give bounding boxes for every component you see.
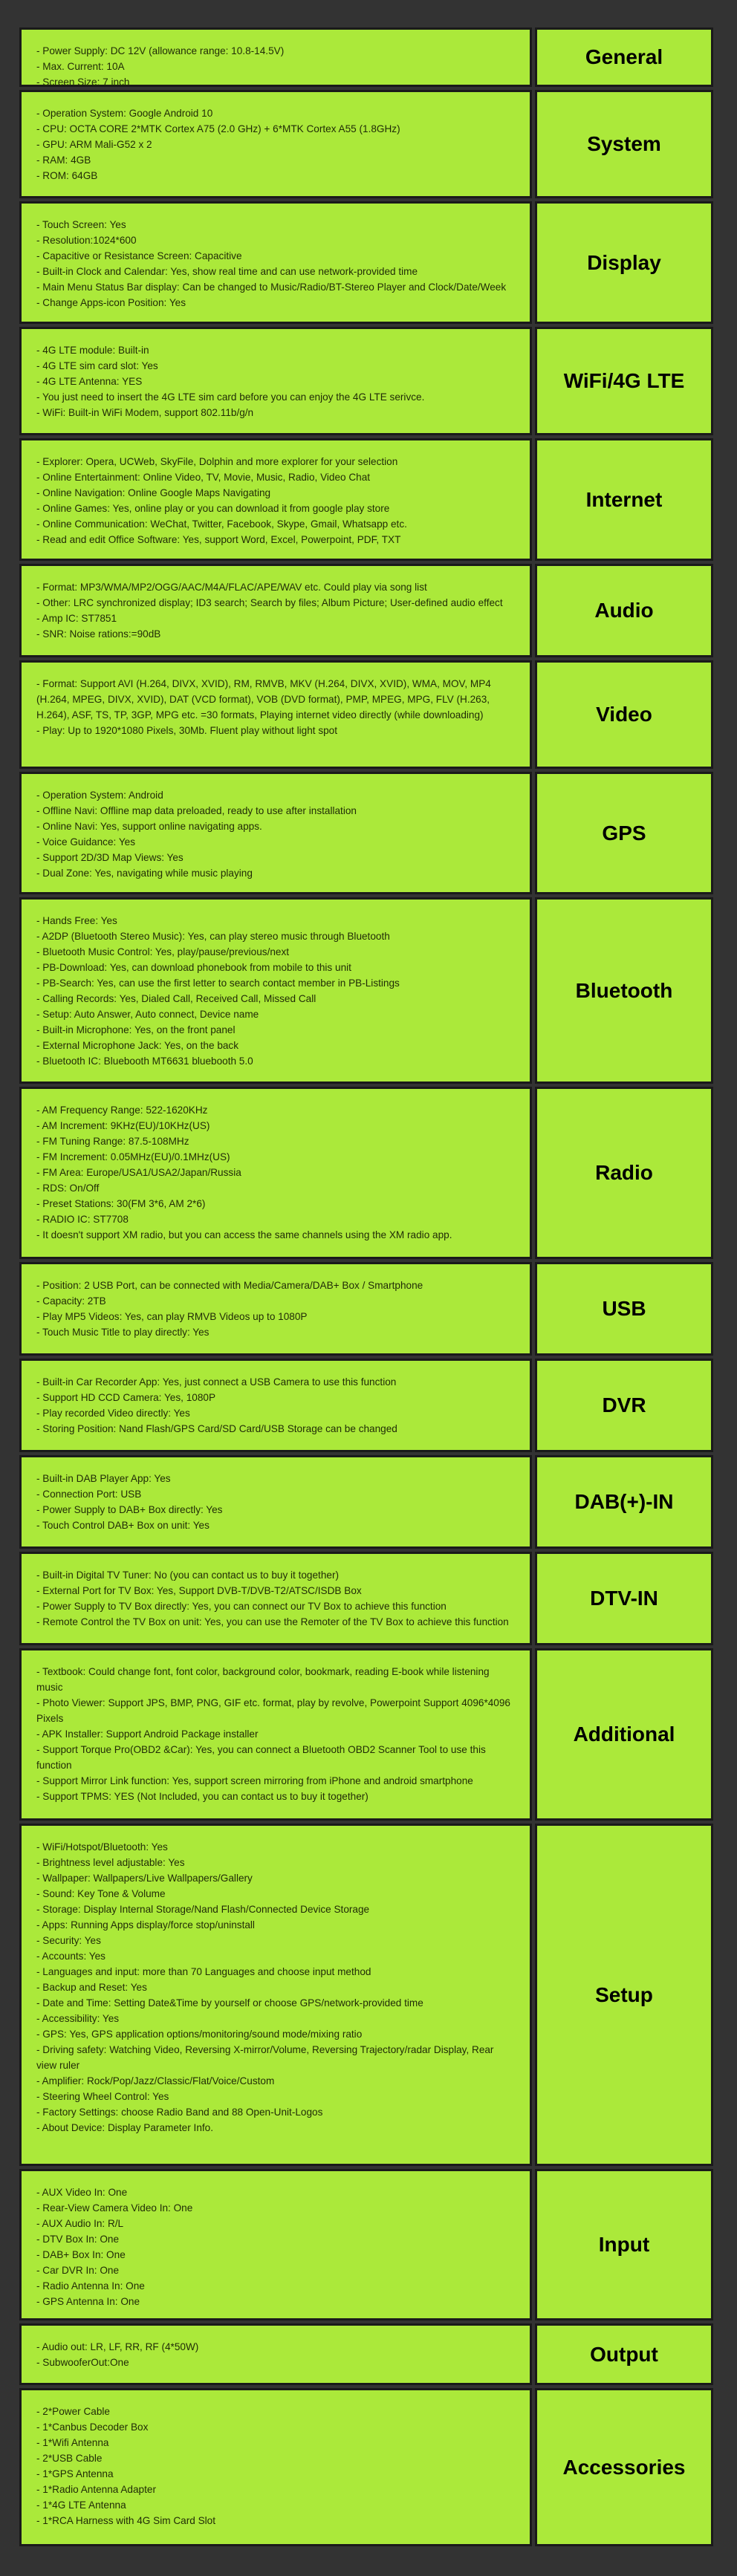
spec-row: [19, 1648, 713, 1821]
spec-line: - External Microphone Jack: Yes, on the back: [36, 1040, 239, 1051]
spec-line: - Sound: Key Tone & Volume: [36, 1888, 166, 1899]
spec-line: - Change Apps-icon Position: Yes: [36, 297, 186, 308]
spec-line: - Brightness level adjustable: Yes: [36, 1857, 185, 1868]
spec-details: [19, 897, 532, 1084]
spec-row: [19, 90, 713, 198]
spec-row: [19, 1824, 713, 2166]
spec-line: - 1*Canbus Decoder Box: [36, 2421, 149, 2433]
spec-line: - FM Tuning Range: 87.5-108MHz: [36, 1136, 189, 1147]
spec-line: - FM Increment: 0.05MHz(EU)/0.1MHz(US): [36, 1151, 230, 1162]
spec-line: - A2DP (Bluetooth Stereo Music): Yes, can play stereo music through Bluetooth: [36, 931, 390, 942]
spec-line: - Max. Current: 10A: [36, 61, 125, 72]
spec-line: - Apps: Running Apps display/force stop/uninstall: [36, 1919, 255, 1931]
spec-line: - Play recorded Video directly: Yes: [36, 1408, 190, 1419]
spec-line: - APK Installer: Support Android Package installer: [36, 1728, 259, 1740]
spec-line: - Calling Records: Yes, Dialed Call, Received Call, Missed Call: [36, 993, 316, 1004]
spec-row: [19, 660, 713, 769]
spec-details: [19, 660, 532, 769]
spec-line: - Screen Size: 7 inch: [36, 77, 130, 88]
spec-line: - Accounts: Yes: [36, 1951, 105, 1962]
spec-details: [19, 772, 532, 894]
spec-title: WiFi/4G LTE: [535, 327, 713, 435]
spec-row: [19, 1359, 713, 1452]
spec-title: System: [535, 90, 713, 198]
spec-line: - Remote Control the TV Box on unit: Yes, you can use the Remoter of the TV Box to achieve this function: [36, 1616, 509, 1627]
spec-line: - 1*Wifi Antenna: [36, 2437, 109, 2448]
spec-line: - Offline Navi: Offline map data preloaded, ready to use after installation: [36, 805, 357, 816]
spec-line: - Car DVR In: One: [36, 2265, 120, 2276]
spec-line: - Built-in Digital TV Tuner: No (you can contact us to buy it together): [36, 1570, 339, 1581]
spec-line: - Capacitive or Resistance Screen: Capacitive: [36, 250, 242, 261]
spec-line: - Power Supply: DC 12V (allowance range: 10.8-14.5V): [36, 45, 285, 56]
spec-row: [19, 2323, 713, 2385]
spec-line: - 4G LTE sim card slot: Yes: [36, 360, 158, 371]
spec-line: - Security: Yes: [36, 1935, 101, 1946]
spec-line: - Main Menu Status Bar display: Can be changed to Music/Radio/BT-Stereo Player and Clock/Date/Week: [36, 282, 507, 293]
spec-details: [19, 1824, 532, 2166]
spec-line: - Support Torque Pro(OBD2 &Car): Yes, you can connect a Bluetooth OBD2 Scanner Tool to use this function: [36, 1744, 489, 1771]
spec-line: - Built-in Clock and Calendar: Yes, show real time and can use network-provided time: [36, 266, 418, 277]
spec-line: - Bluetooth IC: Bluebooth MT6631 bluebooth 5.0: [36, 1056, 253, 1067]
spec-line: - GPU: ARM Mali-G52 x 2: [36, 139, 152, 150]
spec-line: - RAM: 4GB: [36, 155, 91, 166]
spec-line: - You just need to insert the 4G LTE sim card before you can enjoy the 4G LTE serivce.: [36, 391, 425, 403]
spec-line: - Capacity: 2TB: [36, 1295, 106, 1307]
spec-title: Display: [535, 201, 713, 324]
spec-title: Audio: [535, 564, 713, 657]
spec-line: - WiFi/Hotspot/Bluetooth: Yes: [36, 1841, 168, 1853]
spec-title: GPS: [535, 772, 713, 894]
spec-line: - RDS: On/Off: [36, 1183, 100, 1194]
spec-line: - Format: MP3/WMA/MP2/OGG/AAC/M4A/FLAC/APE/WAV etc. Could play via song list: [36, 582, 427, 593]
spec-line: - Bluetooth Music Control: Yes, play/pause/previous/next: [36, 946, 290, 957]
spec-line: - Backup and Reset: Yes: [36, 1982, 147, 1993]
spec-line: - Built-in DAB Player App: Yes: [36, 1473, 171, 1484]
spec-row: [19, 327, 713, 435]
spec-line: - AUX Audio In: R/L: [36, 2218, 124, 2229]
spec-row: [19, 201, 713, 324]
spec-line: - Built-in Microphone: Yes, on the front panel: [36, 1024, 236, 1035]
spec-details: [19, 1087, 532, 1259]
spec-line: - Date and Time: Setting Date&Time by yourself or choose GPS/network-provided time: [36, 1997, 423, 2009]
spec-line: - Rear-View Camera Video In: One: [36, 2202, 193, 2214]
spec-line: - Support Mirror Link function: Yes, support screen mirroring from iPhone and android smartphone: [36, 1775, 473, 1786]
spec-line: - Wallpaper: Wallpapers/Live Wallpapers/Gallery: [36, 1873, 253, 1884]
spec-details: [19, 438, 532, 561]
spec-line: - Other: LRC synchronized display; ID3 search; Search by files; Album Picture; User-defined audio effect: [36, 597, 503, 608]
spec-line: - About Device: Display Parameter Info.: [36, 2122, 213, 2133]
spec-line: - Voice Guidance: Yes: [36, 836, 136, 848]
spec-line: - FM Area: Europe/USA1/USA2/Japan/Russia: [36, 1167, 241, 1178]
spec-title: Radio: [535, 1087, 713, 1259]
spec-line: - 1*GPS Antenna: [36, 2468, 114, 2479]
spec-line: - Touch Screen: Yes: [36, 219, 126, 230]
spec-title: Setup: [535, 1824, 713, 2166]
spec-line: - Position: 2 USB Port, can be connected with Media/Camera/DAB+ Box / Smartphone: [36, 1280, 423, 1291]
spec-line: - Online Games: Yes, online play or you can download it from google play store: [36, 503, 390, 514]
spec-line: - Support TPMS: YES (Not Included, you can contact us to buy it together): [36, 1791, 368, 1802]
spec-line: - PB-Download: Yes, can download phonebook from mobile to this unit: [36, 962, 351, 973]
spec-line: - Play MP5 Videos: Yes, can play RMVB Videos up to 1080P: [36, 1311, 308, 1322]
spec-line: - Audio out: LR, LF, RR, RF (4*50W): [36, 2341, 199, 2352]
spec-line: - Languages and input: more than 70 Languages and choose input method: [36, 1966, 371, 1977]
spec-line: - Connection Port: USB: [36, 1489, 142, 1500]
spec-line: - CPU: OCTA CORE 2*MTK Cortex A75 (2.0 GHz) + 6*MTK Cortex A55 (1.8GHz): [36, 123, 400, 134]
spec-row: [19, 1552, 713, 1645]
spec-title: General: [535, 27, 713, 87]
spec-details: [19, 2323, 532, 2385]
spec-line: - Amp IC: ST7851: [36, 613, 117, 624]
spec-line: - It doesn't support XM radio, but you can access the same channels using the XM radio app.: [36, 1229, 452, 1240]
spec-row: [19, 2169, 713, 2320]
spec-title: Bluetooth: [535, 897, 713, 1084]
spec-line: - AUX Video In: One: [36, 2187, 128, 2198]
spec-details: [19, 564, 532, 657]
spec-details: [19, 2388, 532, 2546]
spec-title: Video: [535, 660, 713, 769]
spec-details: [19, 27, 532, 87]
spec-line: - Driving safety: Watching Video, Reversing X-mirror/Volume, Reversing Trajectory/radar Display, Rear view ruler: [36, 2044, 497, 2071]
spec-details: [19, 1552, 532, 1645]
spec-line: - External Port for TV Box: Yes, Support DVB-T/DVB-T2/ATSC/ISDB Box: [36, 1585, 362, 1596]
spec-line: - AM Frequency Range: 522-1620KHz: [36, 1105, 208, 1116]
spec-details: [19, 1455, 532, 1549]
spec-line: - Resolution:1024*600: [36, 235, 137, 246]
spec-line: - Accessibility: Yes: [36, 2013, 120, 2024]
spec-line: - Amplifier: Rock/Pop/Jazz/Classic/Flat/Voice/Custom: [36, 2075, 275, 2087]
spec-line: - 1*Radio Antenna Adapter: [36, 2484, 156, 2495]
spec-row: [19, 1455, 713, 1549]
spec-row: [19, 438, 713, 561]
spec-line: - WiFi: Built-in WiFi Modem, support 802.11b/g/n: [36, 407, 254, 418]
spec-line: - Support 2D/3D Map Views: Yes: [36, 852, 184, 863]
spec-line: - PB-Search: Yes, can use the first letter to search contact member in PB-Listings: [36, 978, 400, 989]
spec-line: - Storing Position: Nand Flash/GPS Card/SD Card/USB Storage can be changed: [36, 1423, 397, 1434]
spec-line: - ROM: 64GB: [36, 170, 98, 181]
spec-line: - Explorer: Opera, UCWeb, SkyFile, Dolphin and more explorer for your selection: [36, 456, 398, 467]
spec-line: - Built-in Car Recorder App: Yes, just connect a USB Camera to use this function: [36, 1376, 397, 1388]
spec-line: - Power Supply to TV Box directly: Yes, you can connect our TV Box to achieve this function: [36, 1601, 447, 1612]
spec-line: - AM Increment: 9KHz(EU)/10KHz(US): [36, 1120, 210, 1131]
spec-line: - Setup: Auto Answer, Auto connect, Device name: [36, 1009, 259, 1020]
spec-line: - Support HD CCD Camera: Yes, 1080P: [36, 1392, 216, 1403]
spec-line: - Touch Control DAB+ Box on unit: Yes: [36, 1520, 210, 1531]
spec-line: - Radio Antenna In: One: [36, 2280, 145, 2292]
spec-line: - Online Entertainment: Online Video, TV, Movie, Music, Radio, Video Chat: [36, 472, 371, 483]
spec-line: - 1*RCA Harness with 4G Sim Card Slot: [36, 2515, 215, 2526]
spec-line: - Touch Music Title to play directly: Yes: [36, 1327, 210, 1338]
spec-line: - Operation System: Android: [36, 790, 163, 801]
spec-line: - Storage: Display Internal Storage/Nand Flash/Connected Device Storage: [36, 1904, 370, 1915]
spec-line: - Online Communication: WeChat, Twitter, Facebook, Skype, Gmail, Whatsapp etc.: [36, 518, 407, 530]
spec-line: - DTV Box In: One: [36, 2234, 120, 2245]
spec-line: - SNR: Noise rations:=90dB: [36, 628, 161, 640]
spec-line: - 4G LTE Antenna: YES: [36, 376, 143, 387]
spec-line: - Online Navigation: Online Google Maps Navigating: [36, 487, 271, 498]
spec-line: - Dual Zone: Yes, navigating while music playing: [36, 868, 253, 879]
spec-row: [19, 564, 713, 657]
spec-line: - RADIO IC: ST7708: [36, 1214, 129, 1225]
spec-details: [19, 201, 532, 324]
spec-line: - DAB+ Box In: One: [36, 2249, 126, 2260]
spec-row: [19, 772, 713, 894]
spec-line: - 2*Power Cable: [36, 2406, 110, 2417]
spec-details: [19, 2169, 532, 2320]
spec-line: - Read and edit Office Software: Yes, support Word, Excel, Powerpoint, PDF, TXT: [36, 534, 401, 545]
spec-line: - 1*4G LTE Antenna: [36, 2499, 126, 2511]
spec-line: - Hands Free: Yes: [36, 915, 117, 926]
spec-details: [19, 1648, 532, 1821]
spec-details: [19, 90, 532, 198]
spec-line: - Factory Settings: choose Radio Band and 88 Open-Unit-Logos: [36, 2107, 323, 2118]
spec-line: - Play: Up to 1920*1080 Pixels, 30Mb. Fluent play without light spot: [36, 725, 338, 736]
spec-title: DVR: [535, 1359, 713, 1452]
spec-line: - Textbook: Could change font, font color, background color, bookmark, reading E-book while listening music: [36, 1666, 493, 1693]
spec-details: [19, 1262, 532, 1356]
spec-title: Output: [535, 2323, 713, 2385]
spec-title: Accessories: [535, 2388, 713, 2546]
spec-row: [19, 1087, 713, 1259]
spec-row: [19, 2388, 713, 2546]
spec-details: [19, 327, 532, 435]
spec-row: [19, 27, 713, 87]
spec-line: - GPS: Yes, GPS application options/monitoring/sound mode/mixing ratio: [36, 2029, 363, 2040]
spec-line: - Operation System: Google Android 10: [36, 108, 213, 119]
spec-line: - Online Navi: Yes, support online navigating apps.: [36, 821, 262, 832]
spec-row: [19, 1262, 713, 1356]
spec-row: [19, 897, 713, 1084]
spec-title: DAB(+)-IN: [535, 1455, 713, 1549]
spec-title: USB: [535, 1262, 713, 1356]
spec-line: - SubwooferOut:One: [36, 2357, 129, 2368]
spec-details: [19, 1359, 532, 1452]
spec-line: - Preset Stations: 30(FM 3*6, AM 2*6): [36, 1198, 206, 1209]
spec-title: DTV-IN: [535, 1552, 713, 1645]
spec-line: - 2*USB Cable: [36, 2453, 103, 2464]
spec-line: - Photo Viewer: Support JPS, BMP, PNG, GIF etc. format, play by revolve, Powerpoint Support 4096*4096 Pixels: [36, 1697, 513, 1724]
spec-line: - GPS Antenna In: One: [36, 2296, 140, 2307]
spec-line: - Power Supply to DAB+ Box directly: Yes: [36, 1504, 223, 1515]
spec-line: - Format: Support AVI (H.264, DIVX, XVID), RM, RMVB, MKV (H.264, DIVX, XVID), WMA, MOV, MP4 (H.264, MPEG, DIVX, XVID), DAT (VCD format), VOB (DVD format), PMP, MPEG, MPG, FLV (H.263, H.264), ASF, TS, TP, 3GP, MPG etc. =30 formats, Playing internet video directly (while downloading): [36, 678, 494, 721]
spec-title: Additional: [535, 1648, 713, 1821]
spec-line: - Steering Wheel Control: Yes: [36, 2091, 169, 2102]
spec-title: Internet: [535, 438, 713, 561]
spec-line: - 4G LTE module: Built-in: [36, 345, 149, 356]
spec-title: Input: [535, 2169, 713, 2320]
